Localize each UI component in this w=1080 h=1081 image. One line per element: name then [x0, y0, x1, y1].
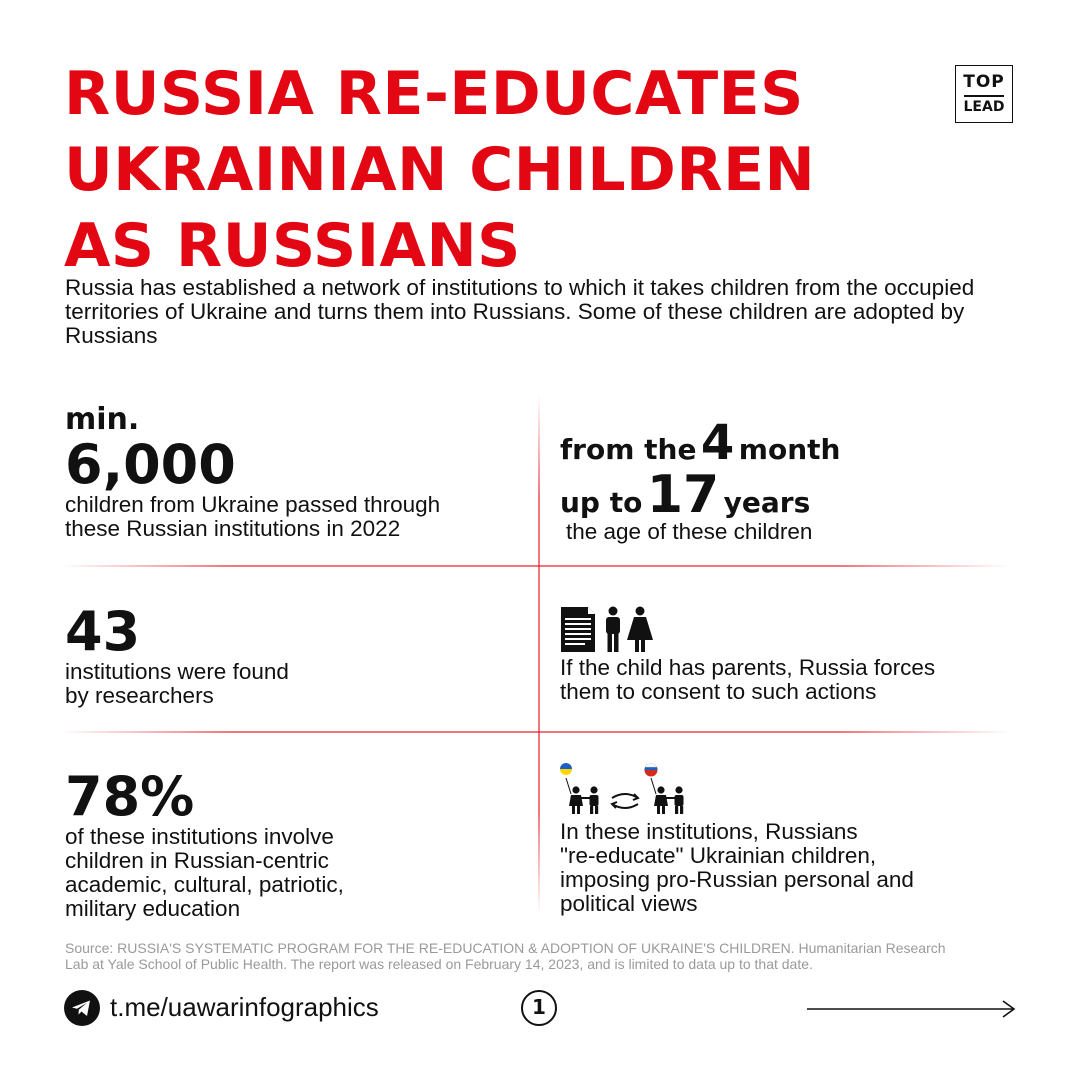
age-to-value: 17	[646, 465, 720, 525]
telegram-plane-glyph	[64, 990, 100, 1026]
stat-children-prefix: min.	[65, 402, 140, 437]
stat-children-value: 6,000	[65, 433, 236, 496]
father-icon	[606, 607, 620, 653]
logo-line-2: LEAD	[963, 98, 1005, 115]
russia-balloon-icon	[645, 764, 658, 795]
grid-vertical-divider	[538, 395, 540, 915]
transfer-icons-row	[560, 760, 1030, 820]
stat-education-value: 78%	[65, 765, 195, 828]
telegram-icon[interactable]	[64, 990, 100, 1026]
stat-reeducate-line-1: In these institutions, Russians	[560, 819, 858, 844]
source-line-2: Lab at Yale School of Public Health. The report was released on February 14, 2023, and is limited to data up to that date.	[65, 956, 813, 972]
stat-parents-line-1: If the child has parents, Russia forces	[560, 655, 936, 680]
age-from-label: from the	[560, 433, 697, 466]
age-from-value: 4	[700, 415, 735, 471]
age-from-unit: month	[738, 433, 841, 466]
title-line-2: UKRAINIAN CHILDREN	[64, 135, 816, 205]
document-parents-icon	[560, 606, 660, 652]
title-line-1: RUSSIA RE-EDUCATES	[64, 59, 804, 129]
age-to-unit: years	[723, 486, 811, 519]
age-to-label: up to	[560, 486, 643, 519]
stat-age-range	[560, 415, 1030, 544]
stat-reeducate	[560, 760, 1030, 916]
russian-children-icon	[654, 786, 684, 814]
telegram-channel-link[interactable]: t.me/uawarinfographics	[110, 992, 379, 1022]
stat-institutions-count	[65, 600, 525, 708]
parents-icons-row	[560, 606, 1030, 656]
stat-institutions-line-1: institutions were found	[65, 659, 289, 684]
arrow-right-icon[interactable]	[805, 996, 1017, 1022]
grid-divider-2	[60, 731, 1010, 733]
stat-institutions-value: 43	[65, 600, 141, 663]
stat-education-line-4: military education	[65, 896, 241, 921]
logo-line-1: TOP	[963, 72, 1005, 92]
intro-text: Russia has established a network of institutions to which it takes children from the occupied territories of Ukraine and turns them into Russians. Some of these children are adopted by Russians	[65, 275, 975, 348]
stat-children-count	[65, 403, 525, 541]
ukraine-balloon-icon	[560, 763, 572, 794]
stat-reeducate-line-4: political views	[560, 891, 698, 916]
document-icon	[561, 607, 595, 652]
stat-parents-consent	[560, 606, 1030, 704]
ukrainian-children-icon	[569, 786, 599, 814]
logo-divider	[964, 95, 1004, 97]
mother-icon	[627, 607, 653, 653]
stat-education-line-3: academic, cultural, patriotic,	[65, 872, 344, 897]
stat-children-line-2: these Russian institutions in 2022	[65, 516, 401, 541]
stat-education-line-1: of these institutions involve	[65, 824, 334, 849]
title-line-3: AS RUSSIANS	[64, 211, 521, 281]
grid-divider-1	[60, 565, 1010, 567]
source-note	[65, 940, 1015, 972]
stat-children-line-1: children from Ukraine passed through	[65, 492, 441, 517]
top-lead-logo	[955, 65, 1013, 123]
stat-reeducate-line-2: "re-educate" Ukrainian children,	[560, 843, 877, 868]
children-transfer-icon	[560, 760, 690, 816]
page-number-badge: 1	[521, 990, 557, 1026]
stat-education-share	[65, 765, 525, 921]
source-line-1: Source: RUSSIA'S SYSTEMATIC PROGRAM FOR THE RE-EDUCATION & ADOPTION OF UKRAINE'S CHILDREN. Humanitarian Research	[65, 940, 946, 956]
stat-education-line-2: children in Russian-centric	[65, 848, 329, 873]
page-title	[64, 56, 924, 284]
stat-parents-line-2: them to consent to such actions	[560, 679, 877, 704]
age-to-row	[560, 465, 1030, 525]
stat-reeducate-line-3: imposing pro-Russian personal and	[560, 867, 914, 892]
stat-institutions-line-2: by researchers	[65, 683, 214, 708]
exchange-arrows-icon	[612, 794, 638, 808]
age-from-row	[560, 415, 1030, 471]
age-caption: the age of these children	[566, 519, 813, 544]
